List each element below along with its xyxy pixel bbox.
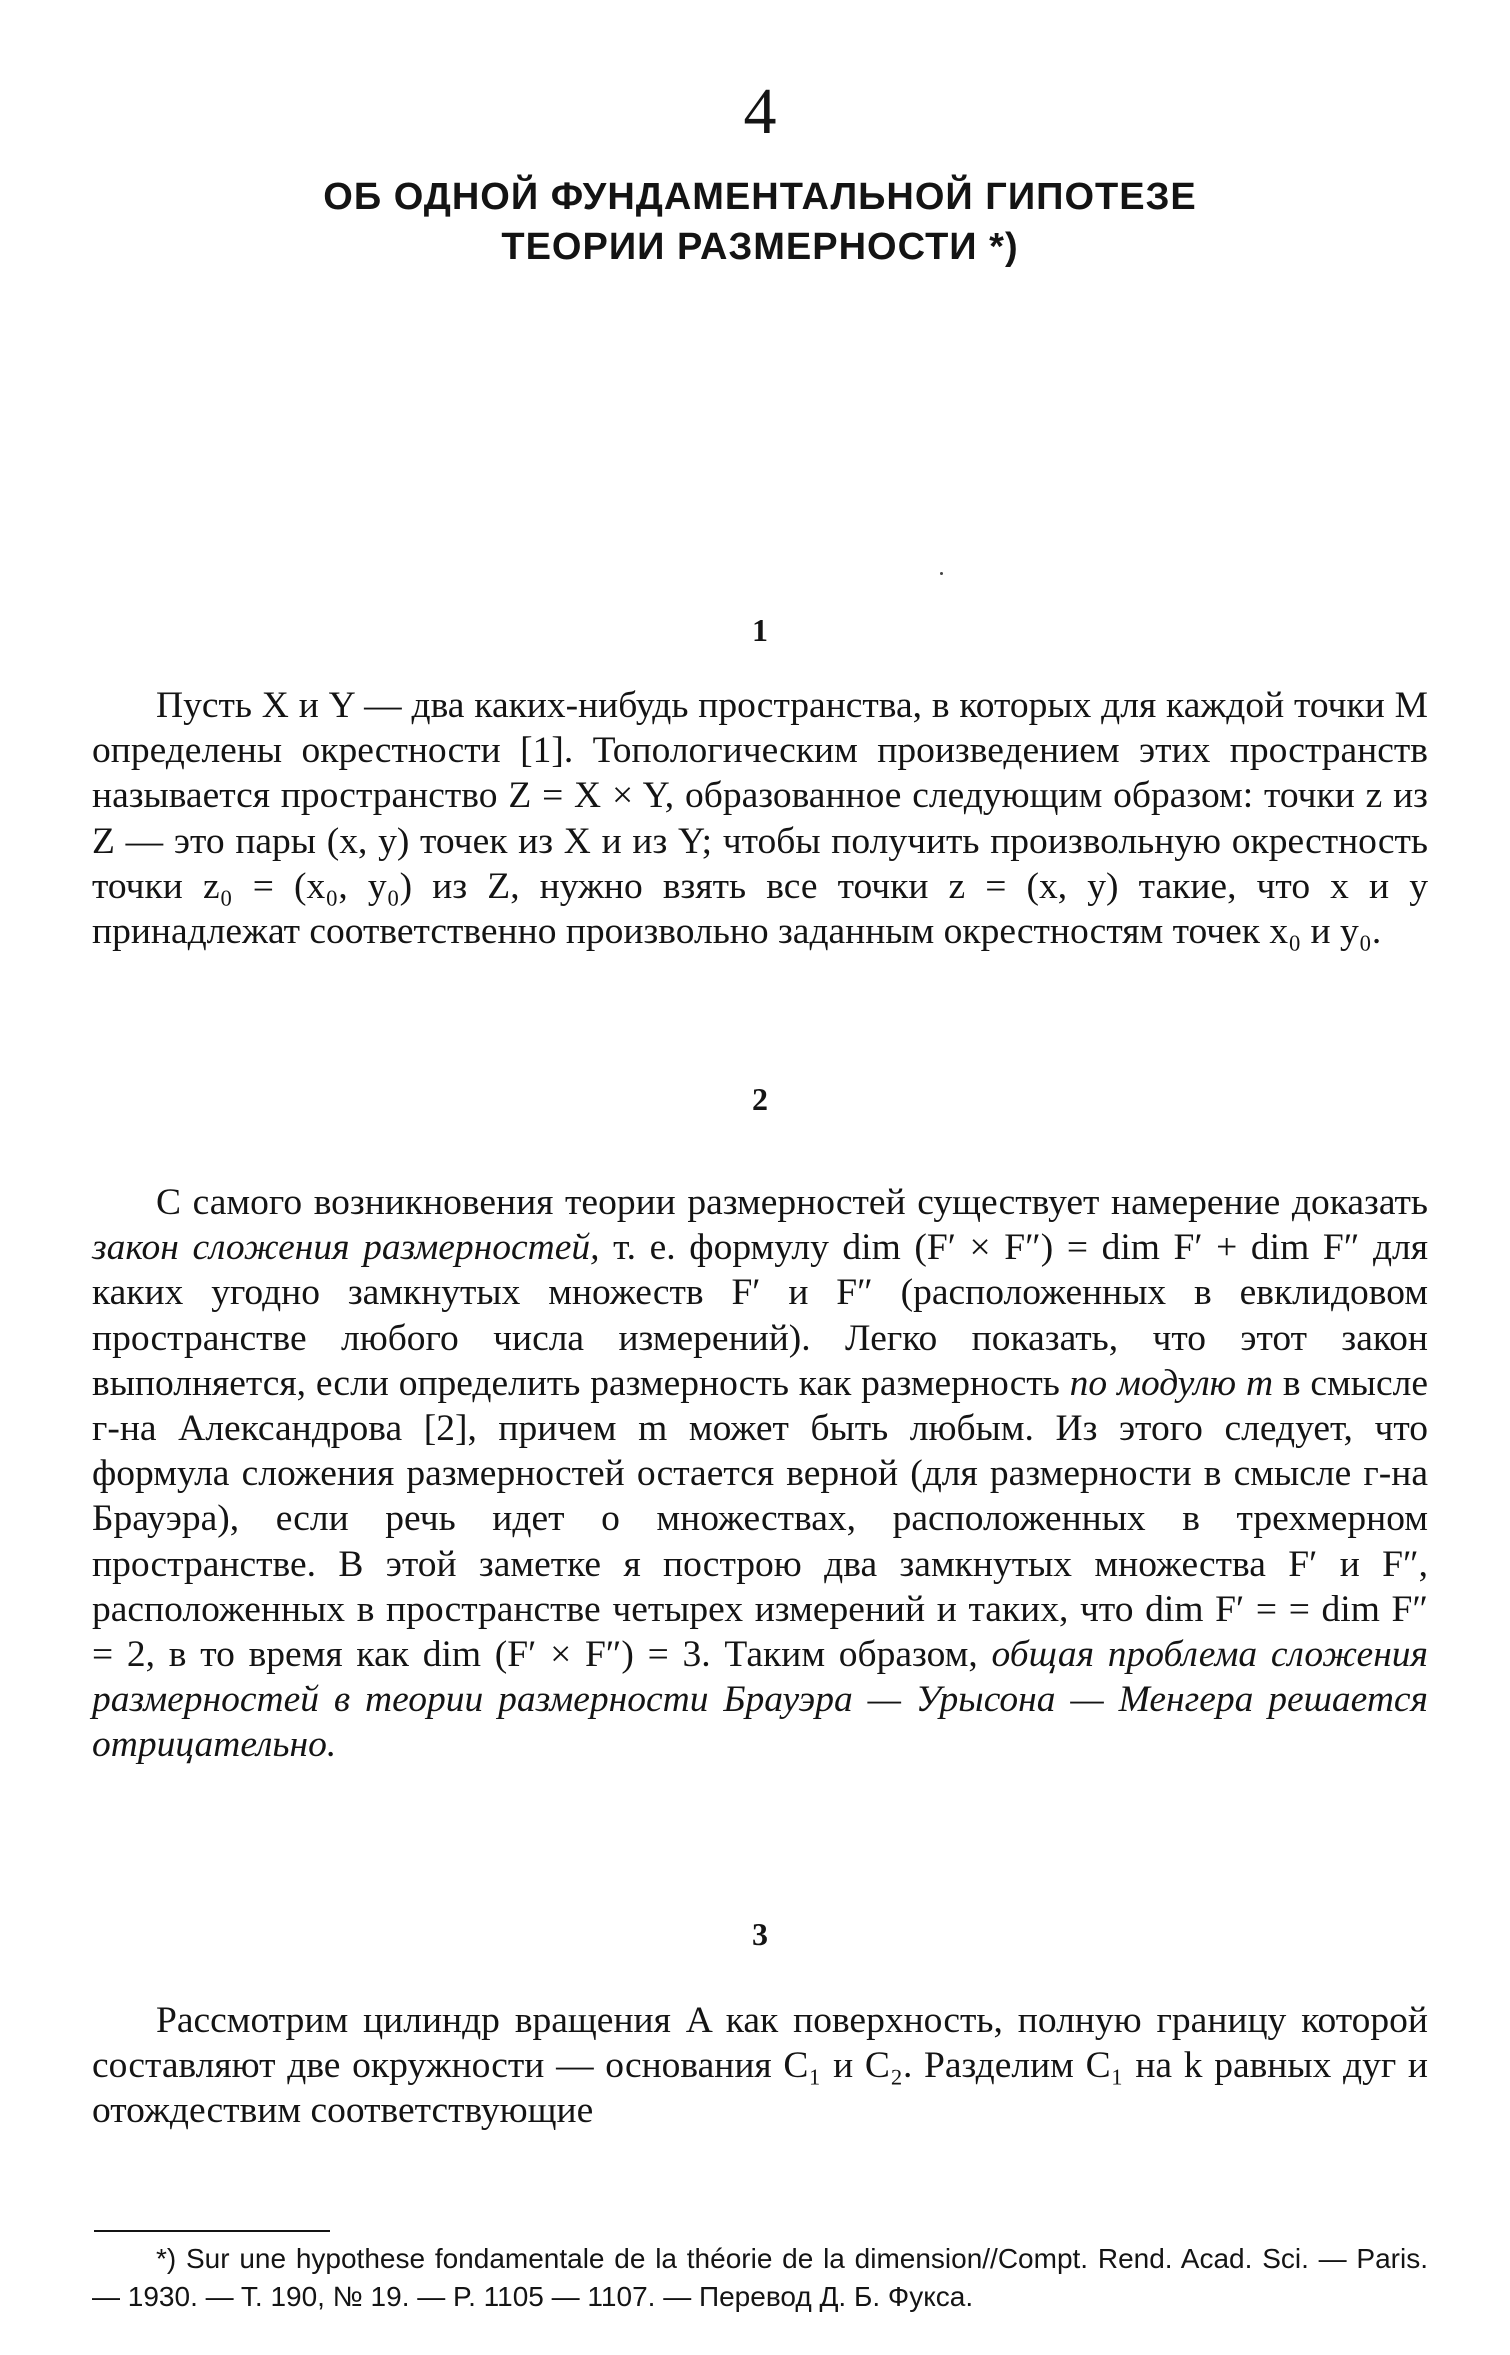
section-2-paragraph [92,1180,1428,1768]
section-number-1: 1 [752,612,768,648]
footnote [92,2240,1428,2316]
paragraph [92,683,1428,954]
italic-text-run: по модулю m [1069,1362,1274,1404]
section-number-3: 3 [752,1916,768,1952]
chapter-number: 4 [743,75,777,148]
section-3-paragraph [92,1998,1428,2134]
text-run: Пусть X и Y — два каких-нибудь пространства, в которых для каждой точки M определены окрестности [1]. Топологическим произведением этих пространств называется пространство Z = X × Y, образованное следующим образом: точки z из Z — это пары (x, y) точек из X и из Y; чтобы получить произвольную окрестность точки z₀ = (x₀, y₀) из Z, нужно взять все точки z = (x, y) такие, что x и y принадлежат соответственно произвольно заданным окрестностям точек x₀ и y₀. [92,685,1428,953]
italic-text-run: закон сложения размерностей, [92,1227,600,1269]
text-run: Рассмотрим цилиндр вращения A как поверхность, полную границу которой составляют две окружности — основания C₁ и C₂. Разделим C₁ на k равных дуг и отождествим соответствующие [92,2000,1428,2132]
paragraph [92,1998,1428,2134]
section-number-2: 2 [752,1081,768,1117]
section-1-paragraph [92,683,1428,954]
chapter-title [92,172,1428,272]
italic-text-run: общая проблема сложения размерностей в теории размерности Брауэра — Урысона — Менгера решается отрицательно. [92,1634,1428,1766]
text-run: т. е. формулу dim (F′ × F″) = dim F′ + dim F″ для каких угодно замкнутых множеств F′ и F″ (расположенных в евклидовом пространстве любого числа измерений). Легко показать, что этот закон выполняется, если определить размерность как размерность [92,1227,1428,1404]
paragraph [92,1180,1428,1768]
chapter-title-line-2: ТЕОРИИ РАЗМЕРНОСТИ *) [501,226,1019,268]
text-run: в смысле г-на Александрова [2], причем m может быть любым. Из этого следует, что формула сложения размерностей остается верной (для размерности в смысле г-на Брауэра), если речь идет о множествах, расположенных в трехмерном пространстве. В этой заметке я построю два замкнутых множества F′ и F″, расположенных в пространстве четырех измерений и таких, что dim F′ = = dim F″ = 2, в то время как dim (F′ × F″) = 3. Таким образом, [92,1362,1428,1676]
text-run: С самого возникновения теории размерностей существует намерение доказать [156,1182,1428,1223]
footnote-text: *) Sur une hypothese fondamentale de la théorie de la dimension//Compt. Rend. Acad. Sci. — Paris. — 1930. — T. 190, № 19. — P. 1105 — 1107. — Перевод Д. Б. Фукса. [92,2243,1428,2312]
chapter-title-line-1: ОБ ОДНОЙ ФУНДАМЕНТАЛЬНОЙ ГИПОТЕЗЕ [323,176,1197,218]
footnote-divider [94,2230,330,2232]
print-speck [940,572,943,575]
